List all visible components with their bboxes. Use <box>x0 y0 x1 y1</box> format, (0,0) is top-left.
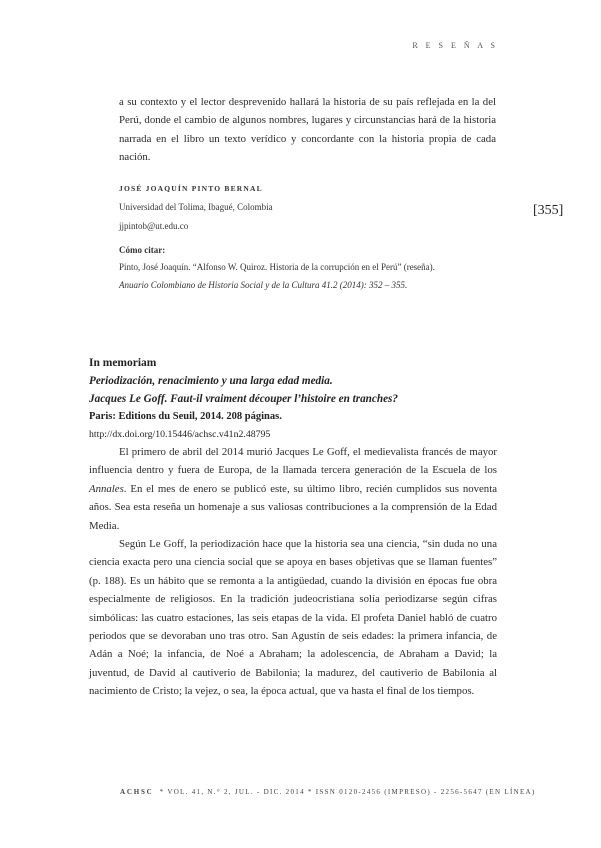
annales-italic: Annales <box>89 482 124 495</box>
closing-paragraph: a su contexto y el lector desprevenido hallará la historia de su país reflejada en la del Perú, donde el cambio de algunos nombres, lugares y circunstancias hará de la historia narrada en el libro un texto verídico y concordante con la historia propia de cada nación. <box>119 96 496 164</box>
publication-info: Paris: Editions du Seuil, 2014. 208 páginas. <box>89 411 282 422</box>
review-body <box>89 443 497 701</box>
paragraph-1-end: . En el mes de enero se publicó este, su último libro, recién cumplidos sus noventa años. Sea esta reseña un homenaje a sus valiosas contribuciones a la comprensión de la Edad Media. <box>89 482 497 532</box>
paragraph-1-start: El primero de abril del 2014 murió Jacques Le Goff, el medievalista francés de mayor influencia dentro y fuera de Europa, de la llamada tercera generación de la Escuela de los <box>89 446 497 477</box>
review-paragraph-1 <box>89 443 497 535</box>
citation-heading: Cómo citar: <box>119 245 166 255</box>
review-title-line-1: Periodización, renacimiento y una larga edad media. <box>89 375 333 387</box>
section-header: R E S E Ñ A S <box>412 41 498 50</box>
reviewer-name: JOSÉ JOAQUÍN PINTO BERNAL <box>119 184 263 193</box>
footer-journal: ACHSC <box>120 788 154 796</box>
review-heading: In memoriam <box>89 357 157 369</box>
citation-line-1: Pinto, José Joaquín. “Alfonso W. Quiroz. Historia de la corrupción en el Perú” (reseña). <box>119 262 435 272</box>
citation-line-2: Anuario Colombiano de Historia Social y de la Cultura 41.2 (2014): 352 – 355. <box>119 280 408 290</box>
page-footer <box>120 788 536 796</box>
review-title-line-2: Jacques Le Goff. Faut-il vraiment découper l’histoire en tranches? <box>89 393 398 405</box>
page-number: [355] <box>533 203 564 218</box>
footer-details: * VOL. 41, N.° 2, JUL. - DIC. 2014 * ISSN 0120-2456 (IMPRESO) - 2256-5647 (EN LÍNEA) <box>159 788 536 796</box>
reviewer-affiliation: Universidad del Tolima, Ibagué, Colombia <box>119 202 273 212</box>
doi-link[interactable]: http://dx.doi.org/10.15446/achsc.v41n2.48795 <box>89 429 271 440</box>
reviewer-email[interactable]: jjpintob@ut.edu.co <box>119 221 189 231</box>
review-paragraph-2: Según Le Goff, la periodización hace que la historia sea una ciencia, “sin duda no una ciencia exacta pero una ciencia social que se apoya en bases objetivas que se llaman fuentes” (p. 188). Es un hábito que se remonta a la antigüedad, cuando la división en épocas fue obra especialmente de religiosos. En la tradición judeocristiana solía periodizarse según cifras simbólicas: las cuatro estaciones, las seis etapas de la vida. El profeta Daniel habló de cuatro periodos que se devoraban uno tras otro. San Agustín de seis edades: la primera infancia, de Adán a Noé; la infancia, de Noé a Abraham; la adolescencia, de Abraham a David; la juventud, de David al cautiverio de Babilonia; la madurez, del cautiverio de Babilonia al nacimiento de Cristo; la vejez, o sea, la época actual, que va hasta el final de los tiempos. <box>89 538 497 698</box>
